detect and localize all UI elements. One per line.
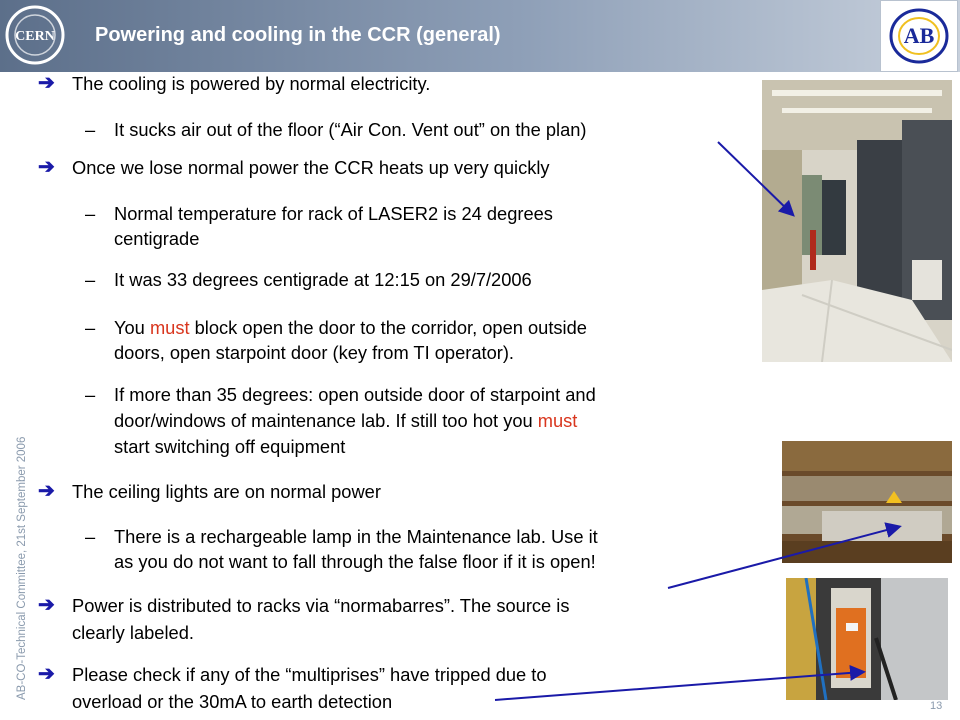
dash: – [85, 119, 96, 140]
bullet-text: The cooling is powered by normal electricity. [72, 73, 431, 94]
arrow-to-vent [718, 142, 792, 214]
dash: – [85, 269, 96, 290]
footer-text: AB-CO-Technical Committee, 21st September 2006 [16, 436, 28, 700]
arrow-to-multiprises [495, 672, 862, 700]
sub-bullet-text: There is a rechargeable lamp in the Maintenance lab. Use it [114, 526, 598, 547]
sub-bullet-text: centigrade [114, 228, 200, 249]
bullet-text: overload or the 30mA to earth detection [72, 691, 393, 712]
dash: – [85, 317, 96, 338]
cern-logo-text: CERN [15, 29, 55, 44]
bullet-text: Please check if any of the “multiprises” have tripped due to [72, 664, 547, 685]
bullet-arrow-icon: ➔ [38, 72, 55, 94]
page-number: 13 [930, 700, 943, 712]
bullet-text: clearly labeled. [72, 622, 194, 643]
bullet-text: The ceiling lights are on normal power [72, 481, 381, 502]
bullet-arrow-icon: ➔ [38, 480, 55, 502]
bullet-arrow-icon: ➔ [38, 663, 55, 685]
bullet-text: Once we lose normal power the CCR heats up very quickly [72, 157, 550, 178]
sub-bullet-text: start switching off equipment [114, 436, 346, 457]
sub-bullet-text: If more than 35 degrees: open outside door of starpoint and [114, 384, 596, 405]
sub-bullet-text: You must block open the door to the corridor, open outside [114, 317, 587, 338]
emphasis-must: must [537, 410, 578, 431]
dash: – [85, 384, 96, 405]
sub-bullet-text: door/windows of maintenance lab. If still too hot you must [114, 410, 578, 431]
sub-bullet-text: It sucks air out of the floor (“Air Con. Vent out” on the plan) [114, 119, 587, 140]
arrow-to-normabarres [668, 527, 898, 588]
sub-bullet-text: It was 33 degrees centigrade at 12:15 on 29/7/2006 [114, 269, 532, 290]
bullet-arrow-icon: ➔ [38, 594, 55, 616]
dash: – [85, 526, 96, 547]
emphasis-must: must [149, 317, 190, 338]
bullet-text: Power is distributed to racks via “normabarres”. The source is [72, 595, 570, 616]
sub-bullet-text: Normal temperature for rack of LASER2 is 24 degrees [114, 203, 553, 224]
bullet-arrow-icon: ➔ [38, 156, 55, 178]
dash: – [85, 203, 96, 224]
slide-title: Powering and cooling in the CCR (general) [95, 24, 501, 46]
sub-bullet-text: doors, open starpoint door (key from TI operator). [114, 342, 515, 363]
sub-bullet-text: as you do not want to fall through the false floor if it is open! [114, 551, 596, 572]
ab-logo-text: AB [903, 23, 935, 48]
